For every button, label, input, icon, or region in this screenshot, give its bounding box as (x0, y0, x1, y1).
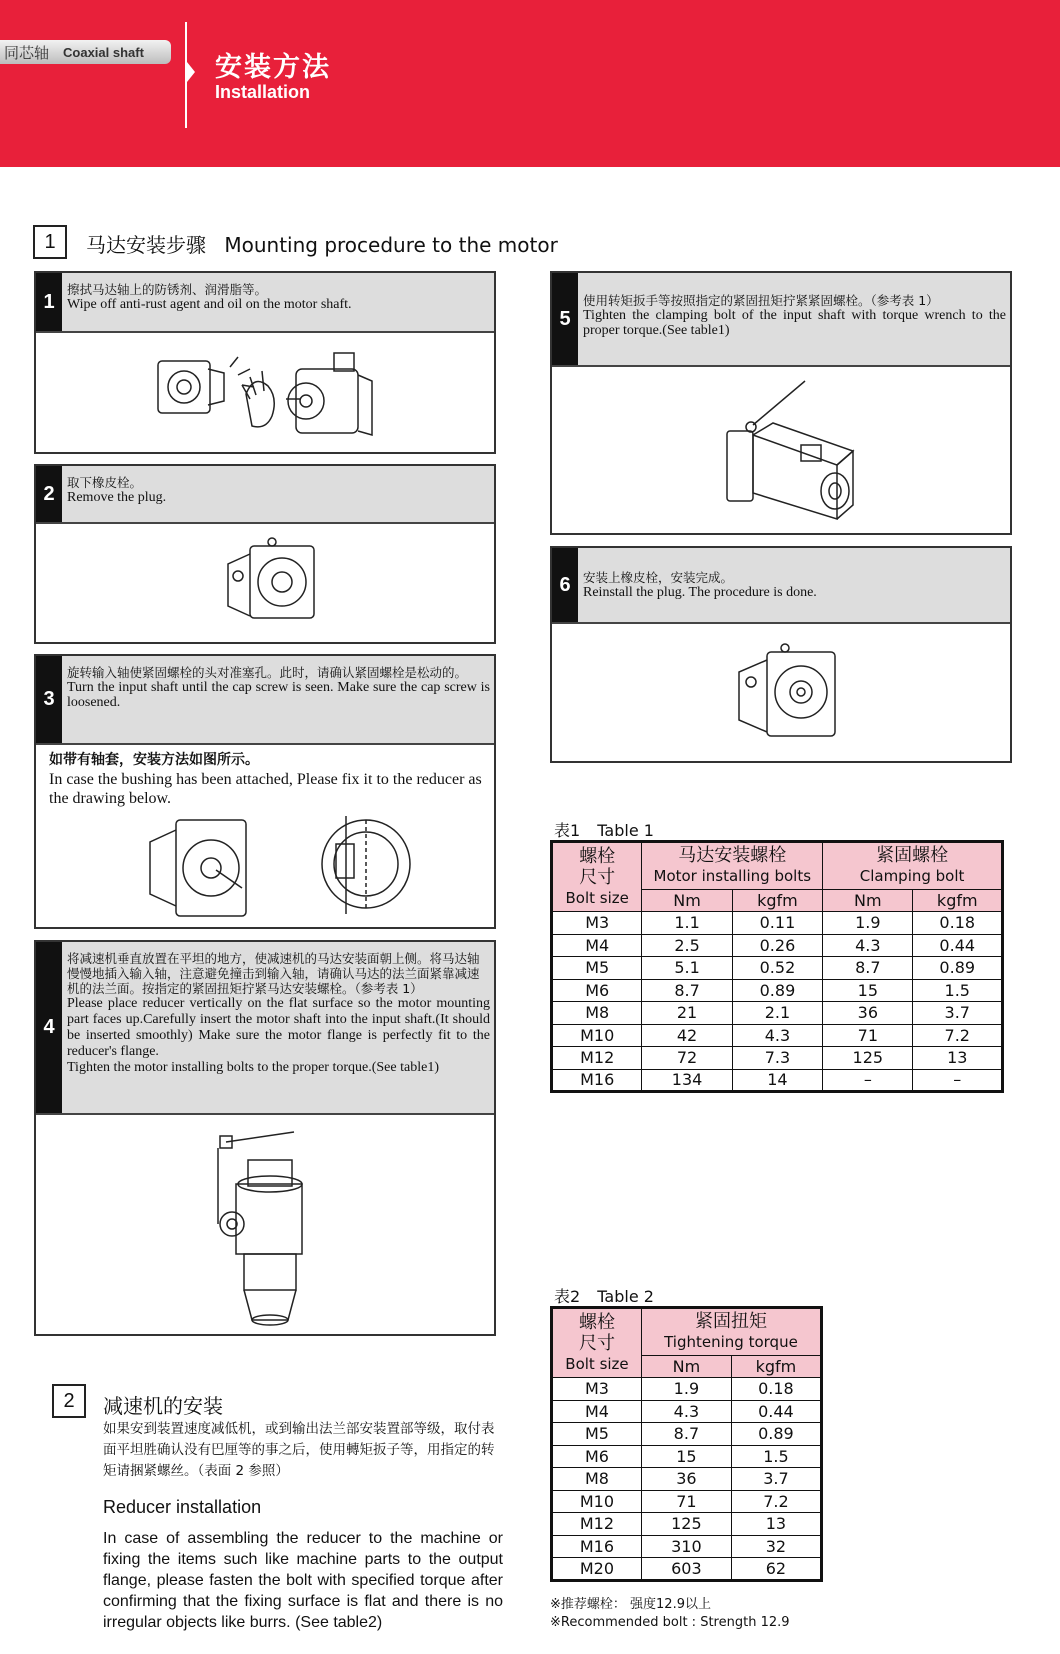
wipe-shaft-illustration (146, 339, 386, 449)
table-row (552, 1069, 1003, 1092)
bushing-illustration (136, 814, 436, 924)
step-2-text-en: Remove the plug. (67, 490, 167, 505)
table1-cell: – (913, 1069, 1003, 1092)
table-2-remark (550, 1596, 790, 1632)
table2-cell: M20 (552, 1558, 642, 1581)
table1-cell: M5 (552, 957, 642, 980)
table1-cell: 42 (642, 1024, 732, 1047)
table1-cell: 0.44 (913, 934, 1003, 957)
table1-cell: M12 (552, 1047, 642, 1070)
step-5-number: 5 (552, 273, 578, 365)
table-2-bolt-en: Bolt size (565, 1354, 629, 1373)
vertical-mount-illustration (196, 1124, 346, 1329)
bushing-note-cn: 如带有轴套，安装方法如图所示。 (49, 752, 259, 768)
step-6-text (583, 570, 1006, 600)
table2-cell: M3 (552, 1378, 642, 1401)
step-2-text-cn: 取下橡皮栓。 (67, 475, 143, 490)
section-2-body-cn: 如果安到装置速度减低机，或到输出法兰部安装置部等级，取付表面平坦胜确认没有巴厘等的事之后，使用轉矩扳子等，用指定的转矩请捆紧螺丝。（表面 2 参照） (103, 1421, 495, 1479)
table-2-torque-cn: 紧固扭矩 (694, 1311, 767, 1332)
table-row (552, 1513, 822, 1536)
table2-cell: M6 (552, 1445, 642, 1468)
table-1-bolt-cn-2: 尺寸 (579, 866, 616, 888)
table-1-clamp-en: Clamping bolt (859, 867, 965, 885)
step-2-box (34, 464, 496, 644)
table-2-unit-kgfm: kgfm (731, 1356, 821, 1378)
table2-cell: M4 (552, 1400, 642, 1423)
step-3-number: 3 (36, 656, 62, 743)
step-2-header (36, 466, 494, 524)
step-1-box (34, 271, 496, 454)
table-row (552, 1490, 822, 1513)
section-number-2: 2 (52, 1384, 86, 1418)
table-1-bolt-cn-1: 螺栓 (579, 845, 616, 867)
table1-cell: M6 (552, 979, 642, 1002)
table2-cell: 32 (731, 1535, 821, 1558)
table1-cell: M4 (552, 934, 642, 957)
table1-cell: M16 (552, 1069, 642, 1092)
table1-cell: 1.9 (823, 912, 913, 935)
section-title-2: 减速机的安装 (103, 1394, 223, 1418)
table1-cell: 0.26 (732, 934, 822, 957)
table2-cell: M16 (552, 1535, 642, 1558)
table1-cell: 8.7 (823, 957, 913, 980)
table-1-unit-nm-1: Nm (642, 890, 732, 912)
step-6-number: 6 (552, 548, 578, 622)
table-2-body (552, 1378, 822, 1581)
table1-cell: 8.7 (642, 979, 732, 1002)
table-row (552, 912, 1003, 935)
table-1-motor-cn: 马达安装螺栓 (678, 845, 787, 866)
step-3-box (34, 654, 496, 929)
table-2-caption-en: Table 2 (597, 1287, 654, 1306)
table-row (552, 1558, 822, 1581)
table1-cell: 4.3 (823, 934, 913, 957)
table-row (552, 934, 1003, 957)
step-4-text (67, 951, 490, 1076)
section-2-subtitle: Reducer installation (103, 1497, 262, 1517)
section-title-1-cn: 马达安装步骤 (86, 233, 206, 257)
step-5-header (552, 273, 1010, 367)
remove-plug-illustration (216, 532, 326, 636)
table-row (552, 1378, 822, 1401)
table2-cell: 36 (641, 1468, 731, 1491)
page-subtitle: Installation (215, 82, 311, 102)
table-1-caption-cn: 表1 (554, 821, 581, 840)
table-row (552, 1445, 822, 1468)
step-3-text-cn: 旋转输入轴使紧固螺栓的头对准塞孔。此时，请确认紧固螺栓是松动的。 (67, 665, 468, 680)
section-2-body-en: In case of assembling the reducer to the machine or fixing the items such like machine parts to the output flange, please fasten the bolt with specified torque after confirming that the fixing surface is flat and there is no irregular objects like burrs. (See table2) (103, 1530, 503, 1631)
table1-cell: M3 (552, 912, 642, 935)
step-4-text-en-2: Tighten the motor installing bolts to the proper torque.(See table1) (67, 1060, 439, 1075)
step-1-text-en: Wipe off anti-rust agent and oil on the motor shaft. (67, 297, 352, 312)
table-row (552, 979, 1003, 1002)
table2-cell: 8.7 (641, 1423, 731, 1446)
table-1-caption-en: Table 1 (597, 821, 654, 840)
step-6-box (550, 546, 1012, 763)
table-row (552, 1400, 822, 1423)
table1-cell: 72 (642, 1047, 732, 1070)
table2-cell: 71 (641, 1490, 731, 1513)
step-5-text-cn: 使用转矩扳手等按照指定的紧固扭矩拧紧紧固螺栓。（参考表 1） (583, 293, 939, 308)
table1-cell: 36 (823, 1002, 913, 1025)
table-2 (550, 1306, 823, 1582)
step-3-text (67, 665, 490, 710)
step-1-number: 1 (36, 273, 62, 331)
category-tag-cn: 同芯轴 (4, 43, 50, 62)
table-1-clamp-header (823, 842, 1003, 890)
step-5-text-en: Tighten the clamping bolt of the input shaft with torque wrench to the proper torque.(See table1) (583, 308, 1006, 338)
table2-cell: 603 (641, 1558, 731, 1581)
table-2-remark-cn: ※推荐螺栓： 强度12.9以上 (550, 1597, 711, 1612)
section-title-1-en: Mounting procedure to the motor (224, 233, 558, 257)
table2-cell: 7.2 (731, 1490, 821, 1513)
chevron-right-icon (187, 62, 195, 82)
table1-cell: 125 (823, 1047, 913, 1070)
table1-cell: M10 (552, 1024, 642, 1047)
table-2-caption (554, 1284, 654, 1307)
table2-cell: 0.18 (731, 1378, 821, 1401)
table1-cell: 5.1 (642, 957, 732, 980)
table-1-unit-kgfm-2: kgfm (913, 890, 1003, 912)
table2-cell: 0.44 (731, 1400, 821, 1423)
table2-cell: 13 (731, 1513, 821, 1536)
page-header (0, 0, 1060, 167)
table2-cell: M10 (552, 1490, 642, 1513)
step-2-number: 2 (36, 466, 62, 522)
table-2-caption-cn: 表2 (554, 1287, 581, 1306)
table1-cell: – (823, 1069, 913, 1092)
reinstall-plug-illustration (727, 636, 847, 754)
table1-cell: 7.3 (732, 1047, 822, 1070)
table2-cell: 62 (731, 1558, 821, 1581)
table1-cell: 134 (642, 1069, 732, 1092)
table-2-bolt-cn-1: 螺栓 (578, 1311, 615, 1333)
table2-cell: M5 (552, 1423, 642, 1446)
table1-cell: 2.1 (732, 1002, 822, 1025)
table1-cell: 1.1 (642, 912, 732, 935)
table-1-unit-nm-2: Nm (823, 890, 913, 912)
table-1-caption (554, 818, 654, 841)
table2-cell: 1.9 (641, 1378, 731, 1401)
step-4-number: 4 (36, 942, 62, 1113)
table2-cell: M12 (552, 1513, 642, 1536)
table1-cell: 0.18 (913, 912, 1003, 935)
table1-cell: 0.89 (732, 979, 822, 1002)
table-1-unit-kgfm-1: kgfm (732, 890, 822, 912)
step-2-text (67, 475, 490, 505)
step-6-text-cn: 安装上橡皮栓，安装完成。 (583, 570, 734, 585)
step-5-text (583, 293, 1006, 338)
table-1 (550, 840, 1004, 1093)
table-2-torque-header (641, 1308, 821, 1356)
table-2-bolt-size-header (552, 1308, 642, 1378)
table1-cell: 7.2 (913, 1024, 1003, 1047)
step-5-box (550, 271, 1012, 535)
bushing-note (49, 751, 484, 808)
table-row (552, 1423, 822, 1446)
table2-cell: 310 (641, 1535, 731, 1558)
table-1-bolt-en: Bolt size (565, 888, 629, 907)
table1-cell: 3.7 (913, 1002, 1003, 1025)
table-1-motor-en: Motor installing bolts (653, 867, 812, 885)
category-tag (0, 40, 171, 64)
table-1-clamp-cn: 紧固螺栓 (876, 845, 949, 866)
table-row (552, 1047, 1003, 1070)
table-1-motor-header (642, 842, 823, 890)
step-1-text-cn: 擦拭马达轴上的防锈剂、润滑脂等。 (67, 282, 268, 297)
table2-cell: 125 (641, 1513, 731, 1536)
category-tag-en: Coaxial shaft (63, 44, 144, 60)
table-row (552, 1024, 1003, 1047)
step-4-text-cn: 将减速机垂直放置在平坦的地方，使减速机的马达安装面朝上侧。将马达轴慢慢地插入输入轴，注意避免撞击到输入轴，请确认马达的法兰面紧靠减速机的法兰面。按指定的紧固扭矩拧紧马达安装螺栓。（参考表 1） (67, 951, 480, 996)
section-title-1 (86, 229, 558, 258)
step-6-text-en: Reinstall the plug. The procedure is done. (583, 585, 817, 600)
step-3-header (36, 656, 494, 745)
table-1-body (552, 912, 1003, 1092)
bushing-note-en: In case the bushing has been attached, Please fix it to the reducer as the drawing below. (49, 771, 482, 807)
table2-cell: M8 (552, 1468, 642, 1491)
table-row (552, 1002, 1003, 1025)
table-row (552, 1535, 822, 1558)
table1-cell: M8 (552, 1002, 642, 1025)
step-4-text-en: Please place reducer vertically on the flat surface so the motor mounting part faces up.Carefully insert the motor shaft into the input shaft.(It should be inserted smoothly) Make sure the motor flange is perfectly fit to the reducer's flange. (67, 996, 490, 1059)
page-title: 安装方法 (215, 52, 331, 83)
table2-cell: 3.7 (731, 1468, 821, 1491)
table1-cell: 0.52 (732, 957, 822, 980)
step-4-header (36, 942, 494, 1115)
table1-cell: 0.11 (732, 912, 822, 935)
step-4-box (34, 940, 496, 1336)
table-2-bolt-cn-2: 尺寸 (578, 1332, 615, 1354)
step-1-header (36, 273, 494, 333)
step-1-text (67, 282, 490, 312)
table1-cell: 2.5 (642, 934, 732, 957)
table2-cell: 1.5 (731, 1445, 821, 1468)
table1-cell: 1.5 (913, 979, 1003, 1002)
table1-cell: 71 (823, 1024, 913, 1047)
table1-cell: 4.3 (732, 1024, 822, 1047)
table1-cell: 0.89 (913, 957, 1003, 980)
table-2-torque-en: Tightening torque (664, 1333, 798, 1351)
table2-cell: 4.3 (641, 1400, 731, 1423)
torque-wrench-illustration (697, 373, 877, 531)
table1-cell: 14 (732, 1069, 822, 1092)
table1-cell: 15 (823, 979, 913, 1002)
section-number-1: 1 (33, 225, 67, 259)
table1-cell: 21 (642, 1002, 732, 1025)
table-2-remark-en: ※Recommended bolt : Strength 12.9 (550, 1615, 790, 1630)
table-row (552, 957, 1003, 980)
step-6-header (552, 548, 1010, 624)
table-row (552, 1468, 822, 1491)
table-1-bolt-size-header (552, 842, 642, 912)
table-2-unit-nm: Nm (641, 1356, 731, 1378)
table2-cell: 0.89 (731, 1423, 821, 1446)
table1-cell: 13 (913, 1047, 1003, 1070)
table2-cell: 15 (641, 1445, 731, 1468)
step-3-text-en: Turn the input shaft until the cap screw is seen. Make sure the cap screw is loosened. (67, 680, 490, 710)
